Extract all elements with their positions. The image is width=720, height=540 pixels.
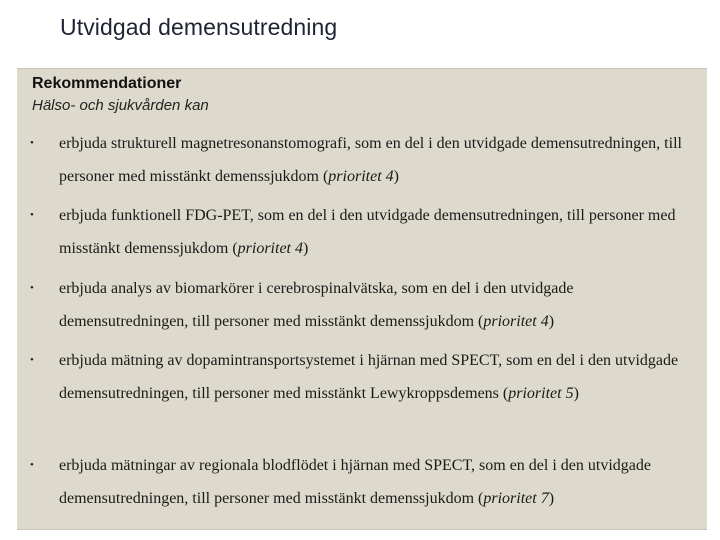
item-priority: prioritet 4 [483,313,549,330]
item-body: erbjuda analys av biomarkörer i cerebrospinalvätska, som en del i den utvidgade demensutredningen, till personer med misstänkt demenssjukdom ( [59,280,574,330]
item-text [59,127,699,193]
item-text [59,199,699,265]
box-subheading: Hälso- och sjukvården kan [32,97,209,114]
item-close: ) [393,168,399,185]
item-body: erbjuda strukturell magnetresonanstomografi, som en del i den utvidgade demensutredningen, till personer med misstänkt demenssjukdom ( [59,135,682,185]
recommendations-box [17,68,707,530]
bullet-icon: • [30,282,34,294]
item-priority: prioritet 7 [483,490,549,507]
item-close: ) [548,490,555,507]
item-text [59,449,699,515]
item-text [59,344,699,410]
bullet-icon: • [30,459,34,471]
item-body: erbjuda mätning av dopamintransportsystemet i hjärnan med SPECT, som en del i den utvidgade demensutredningen, till personer med misstänkt Lewykroppsdemens ( [59,352,679,402]
recommendation-list [17,69,707,529]
bullet-icon: • [30,354,34,366]
item-text [59,272,699,338]
bullet-icon: • [30,137,34,149]
item-priority: prioritet 4 [237,240,303,257]
item-priority: prioritet 4 [328,168,394,185]
box-heading: Rekommendationer [32,75,182,92]
item-body: erbjuda mätningar av regionala blodflödet i hjärnan med SPECT, som en del i den utvidgade demensutredningen, till personer med misstänkt demenssjukdom ( [59,457,651,507]
item-body: erbjuda funktionell FDG-PET, som en del i den utvidgade demensutredningen, till personer med misstänkt demenssjukdom ( [59,207,676,257]
item-close: ) [303,240,309,257]
item-close: ) [548,313,555,330]
bullet-icon: • [30,209,34,221]
item-priority: prioritet 5 [508,385,574,402]
page-title: Utvidgad demensutredning [60,14,338,40]
item-close: ) [573,385,579,402]
